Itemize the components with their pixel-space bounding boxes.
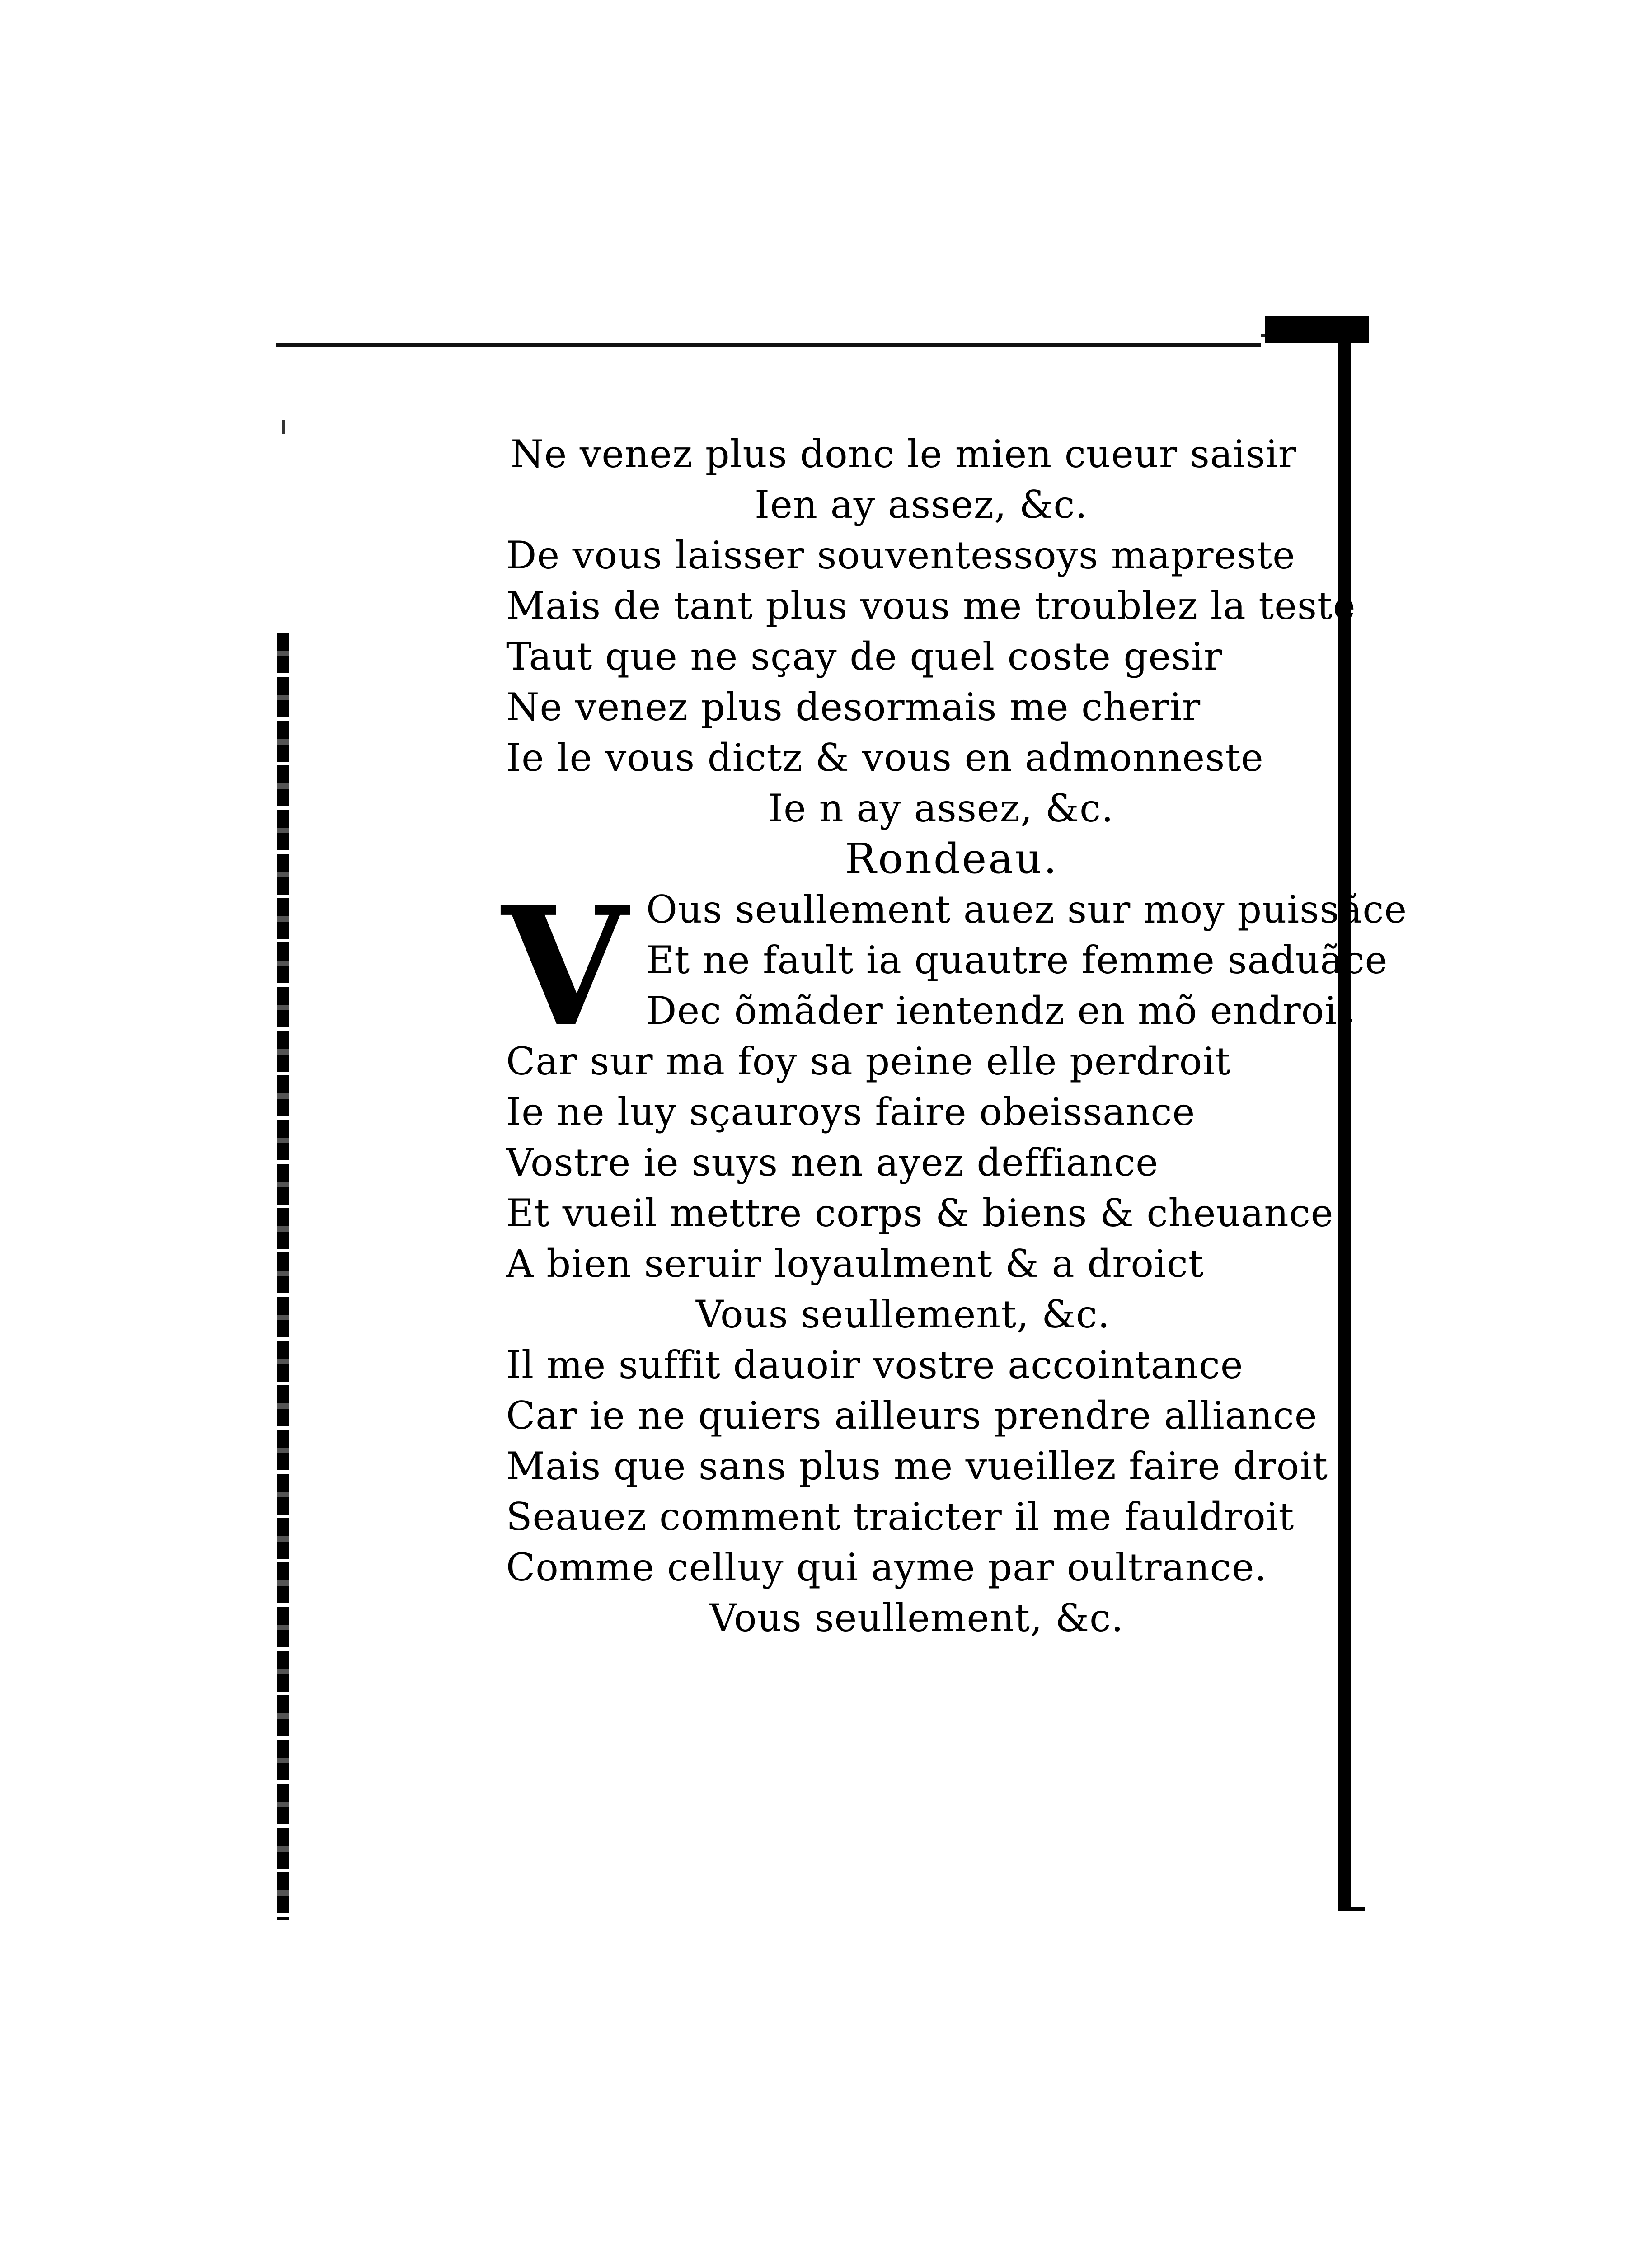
verse-line: Mais de tant plus vous me troublez la teste [506, 584, 1356, 628]
refrain-line: Vous seullement, &c. [709, 1596, 1124, 1640]
right-corner-tab [1265, 316, 1369, 343]
section-heading: Rondeau. [845, 835, 1059, 883]
right-page-edge [1338, 330, 1351, 1911]
verse-line: Car sur ma foy sa peine elle perdroit [506, 1039, 1231, 1083]
verse-line: Taut que ne sçay de quel coste gesir [506, 634, 1223, 679]
verse-line: Vostre ie suys nen ayez deffiance [506, 1140, 1159, 1185]
verse-line: Comme celluy qui ayme par oultrance. [506, 1545, 1267, 1590]
verse-line: De vous laisser souventessoys mapreste [506, 533, 1295, 577]
drop-capital: V [502, 871, 628, 1062]
refrain-line: Ien ay assez, &c. [755, 483, 1088, 527]
left-margin-mark [282, 420, 285, 434]
verse-line: Ie ne luy sçauroys faire obeissance [506, 1090, 1196, 1134]
top-rule [276, 343, 1261, 347]
verse-line: Et vueil mettre corps & biens & cheuance [506, 1191, 1334, 1235]
verse-line: Ne venez plus desormais me cherir [506, 685, 1201, 729]
verse-line: Ie le vous dictz & vous en admonneste [506, 736, 1264, 780]
refrain-line: Vous seullement, &c. [696, 1292, 1110, 1336]
verse-line: A bien seruir loyaulment & a droict [506, 1242, 1204, 1286]
verse-line: Et ne fault ia quautre femme saduãce [646, 938, 1388, 982]
verse-line: Dec õmãder ientendz en mõ endroit [646, 989, 1353, 1033]
verse-line: Il me suffit dauoir vostre accointance [506, 1343, 1244, 1387]
verse-line: Mais que sans plus me vueillez faire droit [506, 1444, 1328, 1488]
right-page-edge-foot [1338, 1907, 1365, 1911]
verse-line: Seauez comment traicter il me fauldroit [506, 1495, 1295, 1539]
refrain-line: Ie n ay assez, &c. [768, 786, 1114, 830]
verse-line: Ous seullement auez sur moy puissãce [646, 887, 1408, 932]
verse-line: Car ie ne quiers ailleurs prendre alliance [506, 1393, 1318, 1438]
left-gutter-shadow [277, 633, 289, 1920]
verse-line: Ne venez plus donc le mien cueur saisir [511, 432, 1297, 476]
